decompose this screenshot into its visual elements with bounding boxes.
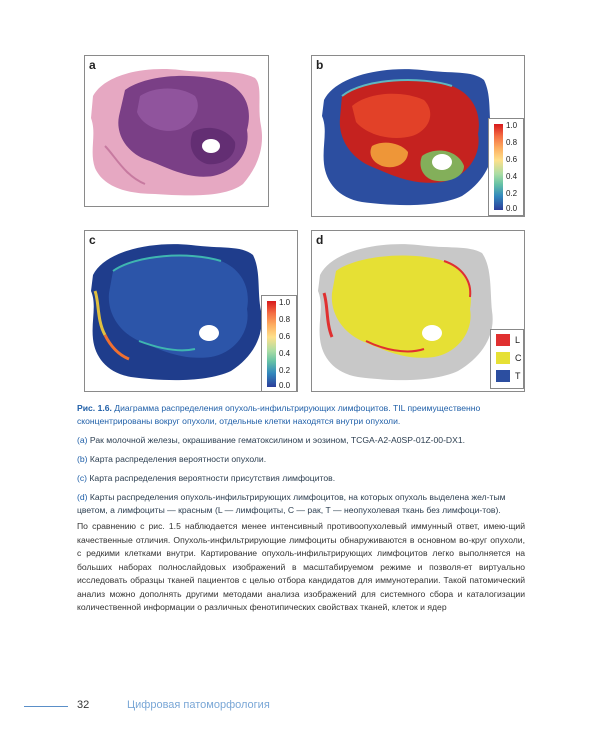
panel-letter-a: a [89,58,96,72]
colorbar-tick: 0.2 [279,366,291,375]
figure-panel-b [311,55,525,217]
panel-letter-d: d [316,233,324,247]
legend-label: T [515,371,521,381]
legend-label: L [515,335,521,345]
colorbar-tick: 0.6 [279,332,291,341]
caption-item-text: Карты распределения опухоль-инфильтрирующих лимфоцитов, на которых опухоль выделена жел-тым цветом, а лимфоциты — красным (L — лимфоциты, C — рак, T — неопухолевая ткань без лимфоци-тов). [77,492,506,515]
caption-item-text: Карта распределения вероятности опухоли. [89,454,267,464]
caption-marker: (b) [77,454,88,464]
legend-swatch-c [496,352,510,364]
colorbar-tick: 0.0 [279,381,291,390]
colorbar-c [261,295,297,392]
legend-swatch-t [496,370,510,382]
figure-panel-d [311,230,525,392]
caption-item [77,491,525,517]
caption-item-text: Карта распределения вероятности присутствия лимфоцитов. [89,473,336,483]
panel-letter-b: b [316,58,324,72]
colorbar-tick: 0.6 [506,155,518,164]
colorbar-tick: 0.0 [506,204,518,213]
colorbar-tick: 1.0 [279,298,291,307]
legend-label: C [515,353,522,363]
he-stain-image [85,56,268,206]
caption-item-text: Рак молочной железы, окрашивание гематоксилином и эозином, TCGA-A2-A0SP-01Z-00-DX1. [89,435,466,445]
footer-rule [24,706,68,707]
panel-letter-c: c [89,233,96,247]
caption-title-text: Диаграмма распределения опухоль-инфильтрирующих лимфоцитов. TIL преимущественно сконцентрированы вокруг опухоли, отдельные клетки находятся внутри опухоли. [77,403,481,426]
legend-swatch-l [496,334,510,346]
colorbar-tick: 1.0 [506,121,518,130]
figure-caption [77,402,525,517]
figure-panel-a [84,55,269,207]
colorbar-b [488,118,524,216]
colorbar-tick: 0.4 [279,349,291,358]
colorbar-gradient [494,124,503,210]
body-paragraph: По сравнению с рис. 1.5 наблюдается менее интенсивный противоопухолевый иммунный ответ, имею-щий качественные отличия. Опухоль-инфильтрирующие лимфоциты обнаруживаются в основном во-круг опухоли, с редкими клетками внутри. Картирование опухоль-инфильтрирующих лимфоцитов легко выполняется на больших наборах полнослайдовых изображений в масштабируемом режиме и позволя-ет виртуально исследовать образцы тканей пациентов с целью отбора кандидатов для иммунотерапии. Такой патомический анализ можно дополнять другими методами анализа изображений для системного сбора и каталогизации количественной информации о различных фенотипических свойствах тканей, клеток и ядер [77,521,525,612]
caption-marker: (c) [77,473,88,483]
book-title: Цифровая патоморфология [127,699,270,711]
caption-label: Рис. 1.6. [77,403,112,413]
colorbar-tick: 0.4 [506,172,518,181]
classification-legend [490,329,524,389]
caption-item [77,453,525,466]
colorbar-tick: 0.8 [506,138,518,147]
caption-marker: (a) [77,435,88,445]
page-number: 32 [77,699,90,711]
caption-title [77,402,525,428]
colorbar-tick: 0.8 [279,315,291,324]
caption-item [77,434,525,447]
figure-panel-c [84,230,298,392]
caption-marker: (d) [77,492,88,502]
colorbar-tick: 0.2 [506,189,518,198]
colorbar-gradient [267,301,276,387]
caption-item [77,472,525,485]
